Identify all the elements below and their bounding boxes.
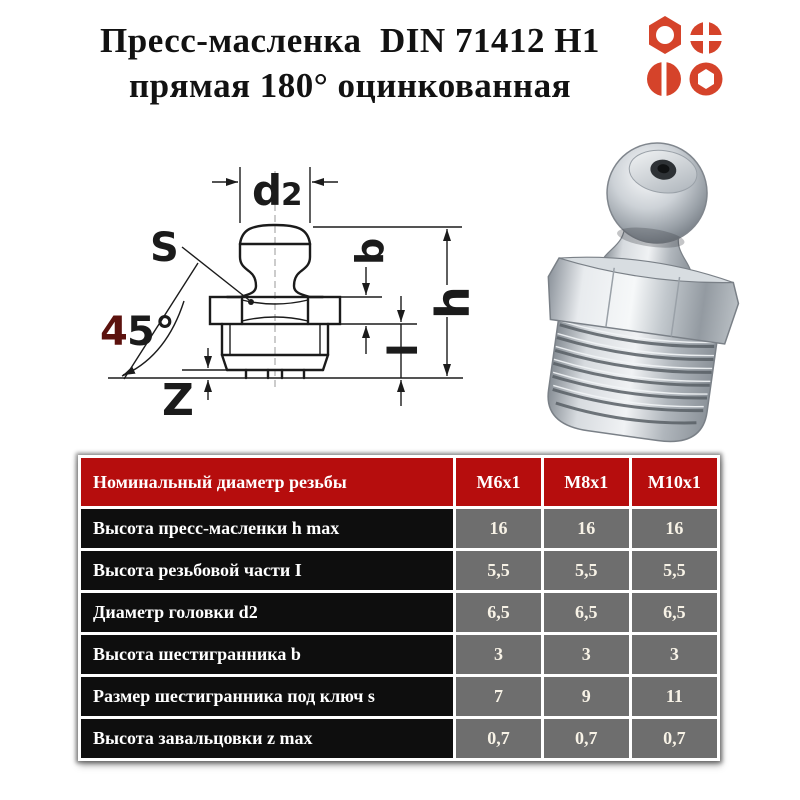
table-row: [81, 719, 717, 758]
table-row: [81, 635, 717, 674]
row-value: 16: [632, 509, 717, 548]
row-label: Размер шестигранника под ключ s: [81, 677, 453, 716]
row-label: Диаметр головки d2: [81, 593, 453, 632]
row-value: 3: [544, 635, 629, 674]
page-title: [40, 18, 660, 108]
row-label: Высота шестигранника b: [81, 635, 453, 674]
row-value: 3: [632, 635, 717, 674]
dimension-z: [162, 348, 238, 426]
col-header-m6x1: M6x1: [456, 458, 541, 506]
row-label: Высота пресс-масленки h max: [81, 509, 453, 548]
dimension-45deg: [100, 263, 198, 379]
table-row: [81, 677, 717, 716]
row-value: 7: [456, 677, 541, 716]
table-header-row: [81, 458, 717, 506]
svg-text:l: l: [381, 343, 427, 357]
svg-text:4: 4: [100, 309, 128, 355]
svg-text:2: 2: [281, 177, 303, 213]
row-value: 0,7: [632, 719, 717, 758]
row-value: 6,5: [456, 593, 541, 632]
col-header-m8x1: M8x1: [544, 458, 629, 506]
table-row: [81, 509, 717, 548]
svg-text:Z: Z: [162, 375, 194, 426]
col-header-m10x1: M10x1: [632, 458, 717, 506]
svg-text:5°: 5°: [127, 309, 175, 355]
row-value: 3: [456, 635, 541, 674]
col-header-parameter: Номинальный диаметр резьбы: [81, 458, 453, 506]
row-value: 0,7: [544, 719, 629, 758]
technical-drawing: [70, 145, 490, 435]
grease-fitting-photo: [492, 140, 792, 450]
svg-text:h: h: [426, 286, 480, 319]
page-title-line1: Пресс-масленка DIN 71412 H1: [100, 21, 600, 60]
table-row: [81, 551, 717, 590]
hex-nut-icon: [649, 16, 681, 54]
row-value: 5,5: [456, 551, 541, 590]
svg-text:S: S: [150, 225, 179, 271]
brand-logo: [645, 14, 725, 98]
dimension-s: [150, 225, 254, 305]
svg-text:b: b: [348, 237, 392, 265]
hex-socket-icon: [690, 63, 723, 96]
svg-text:d: d: [252, 166, 283, 215]
fitting-outline: [210, 225, 340, 378]
row-value: 16: [456, 509, 541, 548]
row-value: 11: [632, 677, 717, 716]
row-label: Высота резьбовой части I: [81, 551, 453, 590]
row-value: 5,5: [632, 551, 717, 590]
row-value: 5,5: [544, 551, 629, 590]
dimension-l: [381, 296, 427, 406]
row-value: 16: [544, 509, 629, 548]
row-label: Высота завальцовки z max: [81, 719, 453, 758]
row-value: 6,5: [632, 593, 717, 632]
slotted-screw-icon: [647, 60, 681, 98]
dimension-b: [340, 238, 417, 354]
row-value: 9: [544, 677, 629, 716]
row-value: 6,5: [544, 593, 629, 632]
phillips-screw-icon: [687, 19, 725, 57]
spec-table: [78, 455, 720, 761]
page-title-line2: прямая 180° оцинкованная: [128, 66, 572, 105]
dimension-d2: [212, 166, 338, 223]
row-value: 0,7: [456, 719, 541, 758]
table-row: [81, 593, 717, 632]
